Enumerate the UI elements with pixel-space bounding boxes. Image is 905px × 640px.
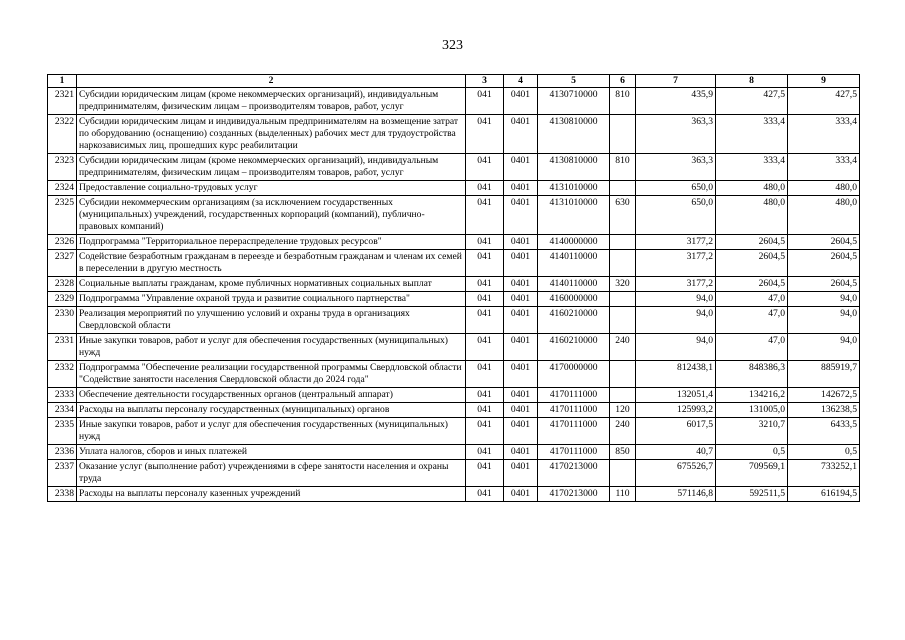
column-header: 9 [788,75,860,88]
row-name: Обеспечение деятельности государственных органов (центральный аппарат) [77,388,466,403]
amount-year-1: 3177,2 [636,277,716,292]
target-code: 4170000000 [538,361,610,388]
column-header: 1 [48,75,77,88]
amount-year-2: 3210,7 [716,418,788,445]
expense-type-code: 630 [610,196,636,235]
section-code: 0401 [504,403,538,418]
expense-type-code: 810 [610,88,636,115]
section-code: 0401 [504,235,538,250]
amount-year-2: 2604,5 [716,250,788,277]
amount-year-3: 885919,7 [788,361,860,388]
amount-year-2: 333,4 [716,115,788,154]
amount-year-2: 480,0 [716,196,788,235]
row-number: 2332 [48,361,77,388]
row-number: 2337 [48,460,77,487]
row-number: 2324 [48,181,77,196]
amount-year-2: 333,4 [716,154,788,181]
target-code: 4131010000 [538,181,610,196]
admin-code: 041 [466,154,504,181]
column-header: 8 [716,75,788,88]
row-name: Субсидии юридическим лицам (кроме некоммерческих организаций), индивидуальным предпринимателям, физическим лицам – производителям товаров, работ, услуг [77,88,466,115]
admin-code: 041 [466,250,504,277]
table-row [48,334,860,361]
admin-code: 041 [466,334,504,361]
expense-type-code [610,460,636,487]
amount-year-1: 812438,1 [636,361,716,388]
target-code: 4170213000 [538,460,610,487]
amount-year-1: 94,0 [636,307,716,334]
amount-year-1: 363,3 [636,115,716,154]
amount-year-1: 675526,7 [636,460,716,487]
admin-code: 041 [466,181,504,196]
row-name: Уплата налогов, сборов и иных платежей [77,445,466,460]
target-code: 4160210000 [538,334,610,361]
admin-code: 041 [466,277,504,292]
header-row [48,75,860,88]
amount-year-3: 94,0 [788,292,860,307]
admin-code: 041 [466,460,504,487]
expense-type-code: 320 [610,277,636,292]
row-name: Расходы на выплаты персоналу казенных учреждений [77,487,466,502]
section-code: 0401 [504,361,538,388]
expense-type-code [610,307,636,334]
row-name: Социальные выплаты гражданам, кроме публичных нормативных социальных выплат [77,277,466,292]
target-code: 4160000000 [538,292,610,307]
section-code: 0401 [504,88,538,115]
target-code: 4170111000 [538,403,610,418]
section-code: 0401 [504,445,538,460]
row-number: 2328 [48,277,77,292]
amount-year-3: 2604,5 [788,250,860,277]
admin-code: 041 [466,307,504,334]
section-code: 0401 [504,250,538,277]
column-header: 2 [77,75,466,88]
row-number: 2321 [48,88,77,115]
target-code: 4140110000 [538,277,610,292]
amount-year-3: 6433,5 [788,418,860,445]
row-number: 2336 [48,445,77,460]
target-code: 4170111000 [538,388,610,403]
row-number: 2327 [48,250,77,277]
admin-code: 041 [466,196,504,235]
table-row [48,115,860,154]
amount-year-3: 427,5 [788,88,860,115]
column-header: 7 [636,75,716,88]
table-row [48,181,860,196]
section-code: 0401 [504,154,538,181]
expense-type-code: 810 [610,154,636,181]
table-row [48,250,860,277]
row-name: Подпрограмма "Управление охраной труда и развитие социального партнерства" [77,292,466,307]
amount-year-1: 125993,2 [636,403,716,418]
table-row [48,418,860,445]
target-code: 4170213000 [538,487,610,502]
amount-year-3: 480,0 [788,181,860,196]
section-code: 0401 [504,388,538,403]
row-name: Подпрограмма "Территориальное перераспределение трудовых ресурсов" [77,235,466,250]
amount-year-2: 0,5 [716,445,788,460]
amount-year-2: 2604,5 [716,277,788,292]
amount-year-2: 131005,0 [716,403,788,418]
target-code: 4170111000 [538,418,610,445]
table-row [48,460,860,487]
row-name: Оказание услуг (выполнение работ) учреждениями в сфере занятости населения и охраны труда [77,460,466,487]
table-row [48,292,860,307]
table-row [48,235,860,250]
amount-year-2: 848386,3 [716,361,788,388]
amount-year-2: 47,0 [716,334,788,361]
target-code: 4140000000 [538,235,610,250]
row-name: Иные закупки товаров, работ и услуг для обеспечения государственных (муниципальных) нужд [77,334,466,361]
amount-year-1: 650,0 [636,181,716,196]
target-code: 4140110000 [538,250,610,277]
amount-year-1: 94,0 [636,334,716,361]
section-code: 0401 [504,460,538,487]
amount-year-2: 134216,2 [716,388,788,403]
section-code: 0401 [504,196,538,235]
amount-year-1: 571146,8 [636,487,716,502]
section-code: 0401 [504,115,538,154]
expense-type-code [610,292,636,307]
amount-year-3: 142672,5 [788,388,860,403]
section-code: 0401 [504,418,538,445]
amount-year-2: 47,0 [716,307,788,334]
amount-year-1: 435,9 [636,88,716,115]
admin-code: 041 [466,418,504,445]
row-name: Реализация мероприятий по улучшению условий и охраны труда в организациях Свердловской области [77,307,466,334]
section-code: 0401 [504,487,538,502]
target-code: 4130810000 [538,115,610,154]
table-row [48,388,860,403]
amount-year-1: 40,7 [636,445,716,460]
expense-type-code [610,235,636,250]
expense-type-code [610,361,636,388]
admin-code: 041 [466,445,504,460]
table-row [48,361,860,388]
amount-year-3: 2604,5 [788,235,860,250]
section-code: 0401 [504,334,538,361]
section-code: 0401 [504,292,538,307]
row-name: Иные закупки товаров, работ и услуг для обеспечения государственных (муниципальных) нужд [77,418,466,445]
row-number: 2333 [48,388,77,403]
amount-year-2: 427,5 [716,88,788,115]
expense-type-code: 110 [610,487,636,502]
table-row [48,196,860,235]
target-code: 4160210000 [538,307,610,334]
amount-year-1: 94,0 [636,292,716,307]
row-number: 2323 [48,154,77,181]
amount-year-3: 333,4 [788,115,860,154]
admin-code: 041 [466,88,504,115]
column-header: 3 [466,75,504,88]
amount-year-2: 592511,5 [716,487,788,502]
amount-year-3: 0,5 [788,445,860,460]
amount-year-1: 6017,5 [636,418,716,445]
row-name: Предоставление социально-трудовых услуг [77,181,466,196]
row-name: Субсидии юридическим лицам и индивидуальным предпринимателям на возмещение затрат по оборудованию (оснащению) созданных (выделенных) рабочих мест для трудоустройства наркозависимых лиц, прошедших курс реабилитации [77,115,466,154]
page-number: 323 [442,38,463,53]
row-number: 2330 [48,307,77,334]
amount-year-1: 650,0 [636,196,716,235]
row-name: Субсидии юридическим лицам (кроме некоммерческих организаций), индивидуальным предпринимателям, физическим лицам – производителям товаров, работ, услуг [77,154,466,181]
column-header: 6 [610,75,636,88]
expense-type-code [610,181,636,196]
budget-table [47,74,860,502]
amount-year-3: 94,0 [788,307,860,334]
admin-code: 041 [466,361,504,388]
expense-type-code: 120 [610,403,636,418]
table-row [48,154,860,181]
row-number: 2326 [48,235,77,250]
expense-type-code [610,250,636,277]
table-row [48,307,860,334]
target-code: 4131010000 [538,196,610,235]
amount-year-3: 480,0 [788,196,860,235]
target-code: 4170111000 [538,445,610,460]
amount-year-2: 47,0 [716,292,788,307]
amount-year-3: 733252,1 [788,460,860,487]
column-header: 5 [538,75,610,88]
table-row [48,487,860,502]
admin-code: 041 [466,292,504,307]
expense-type-code: 850 [610,445,636,460]
amount-year-3: 94,0 [788,334,860,361]
expense-type-code: 240 [610,334,636,361]
amount-year-3: 2604,5 [788,277,860,292]
amount-year-2: 709569,1 [716,460,788,487]
row-name: Подпрограмма "Обеспечение реализации государственной программы Свердловской области "Содействие занятости населения Свердловской области до 2024 года" [77,361,466,388]
section-code: 0401 [504,307,538,334]
row-number: 2329 [48,292,77,307]
amount-year-2: 480,0 [716,181,788,196]
row-number: 2338 [48,487,77,502]
row-name: Содействие безработным гражданам в переезде и безработным гражданам и членам их семей в переселении в другую местность [77,250,466,277]
row-number: 2334 [48,403,77,418]
row-number: 2331 [48,334,77,361]
amount-year-3: 333,4 [788,154,860,181]
amount-year-1: 132051,4 [636,388,716,403]
row-number: 2335 [48,418,77,445]
amount-year-1: 3177,2 [636,250,716,277]
target-code: 4130810000 [538,154,610,181]
table-row [48,445,860,460]
table-row [48,403,860,418]
target-code: 4130710000 [538,88,610,115]
expense-type-code [610,115,636,154]
table-row [48,277,860,292]
section-code: 0401 [504,181,538,196]
amount-year-1: 363,3 [636,154,716,181]
admin-code: 041 [466,115,504,154]
admin-code: 041 [466,388,504,403]
expense-type-code: 240 [610,418,636,445]
amount-year-1: 3177,2 [636,235,716,250]
amount-year-3: 616194,5 [788,487,860,502]
column-header: 4 [504,75,538,88]
row-name: Расходы на выплаты персоналу государственных (муниципальных) органов [77,403,466,418]
row-number: 2322 [48,115,77,154]
table-row [48,88,860,115]
row-name: Субсидии некоммерческим организациям (за исключением государственных (муниципальных) учреждений, государственных корпораций (компаний), публично-правовых компаний) [77,196,466,235]
expense-type-code [610,388,636,403]
admin-code: 041 [466,487,504,502]
amount-year-2: 2604,5 [716,235,788,250]
admin-code: 041 [466,235,504,250]
amount-year-3: 136238,5 [788,403,860,418]
section-code: 0401 [504,277,538,292]
row-number: 2325 [48,196,77,235]
admin-code: 041 [466,403,504,418]
